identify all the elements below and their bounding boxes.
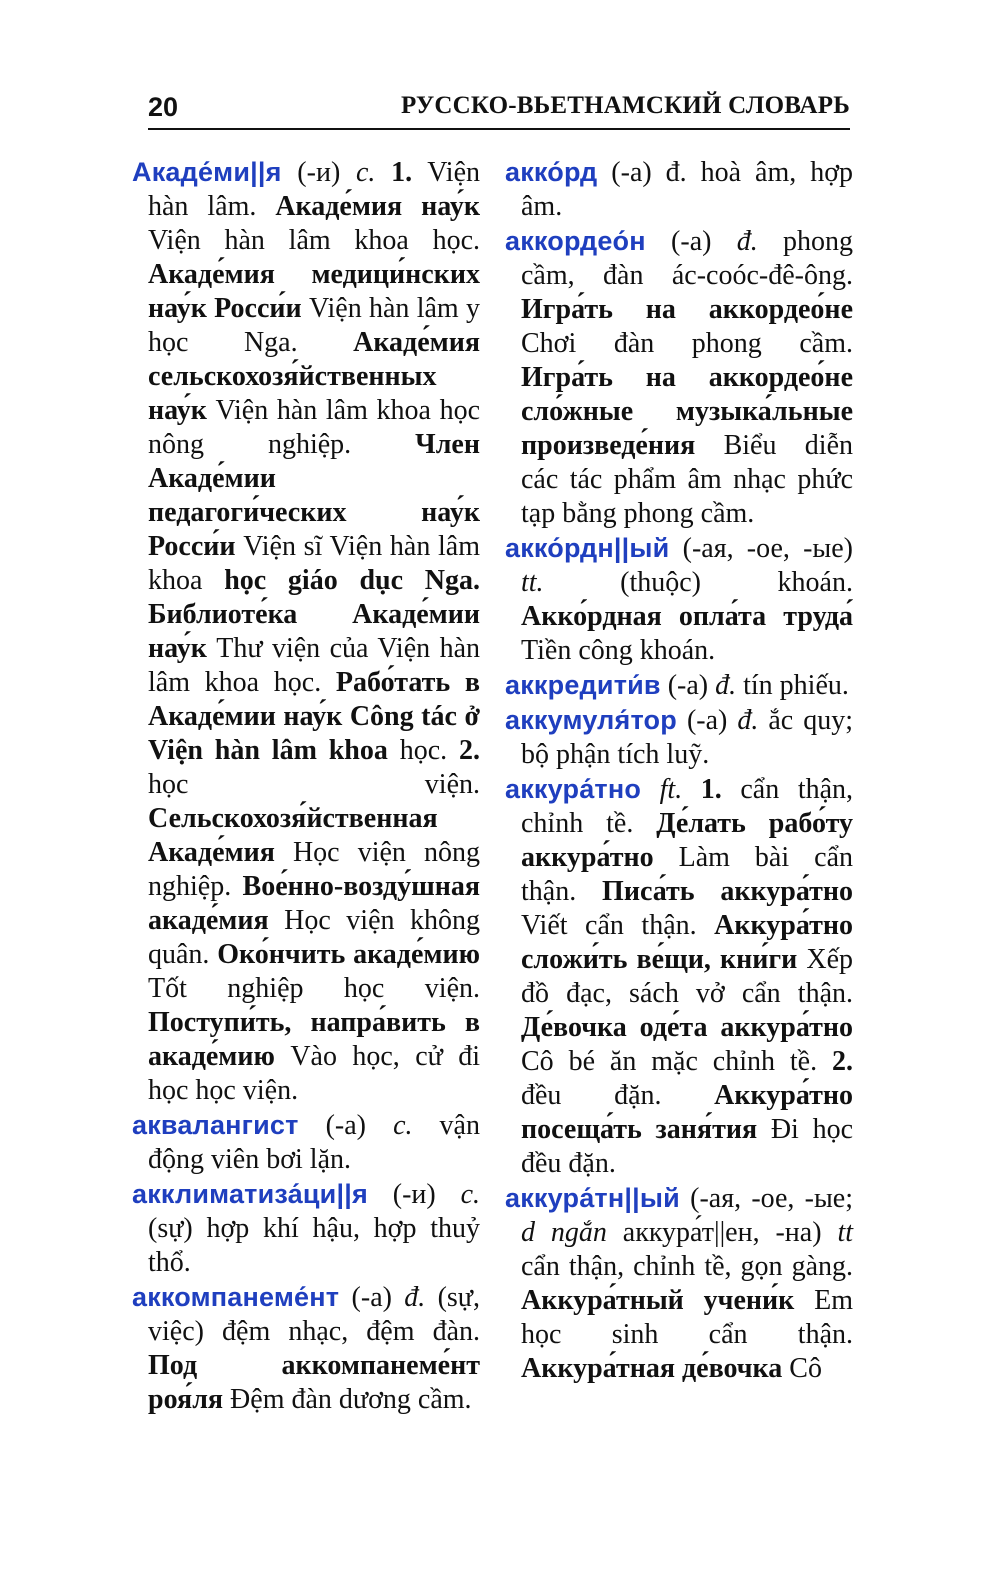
- grammar-label: đ.: [404, 1282, 426, 1313]
- definition-text: Viết cẩn thận.: [521, 910, 715, 941]
- headword: акко́рд: [505, 157, 598, 187]
- headword: аккура́тно: [505, 774, 642, 804]
- definition-text: (-ая, -ое, -ые): [669, 533, 853, 564]
- example-phrase: Игра́ть на аккордео́не сло́жные музыка́льные произведе́ния: [521, 362, 853, 461]
- definition-text: học viện.: [148, 769, 480, 800]
- grammar-label: đ.: [715, 670, 737, 701]
- definition-text: cẩn thận, chỉnh tề.: [521, 774, 854, 839]
- example-phrase: Акаде́мия нау́к: [275, 191, 480, 222]
- definition-text: Cô bé ăn mặc chỉnh tề.: [521, 1046, 832, 1077]
- dictionary-entry: [132, 1177, 480, 1280]
- right-column: [505, 155, 853, 1386]
- definition-text: Chơi đàn phong cầm.: [521, 328, 853, 359]
- sense-number: 2.: [832, 1046, 853, 1077]
- definition-text: (-а): [645, 226, 737, 257]
- example-phrase: Поступи́ть, напра́вить в акаде́мию: [148, 1007, 480, 1072]
- headword: Акаде́ми||я: [132, 157, 282, 187]
- definition-text: (sự) hợp khí hậu, hợp thuỷ thổ.: [148, 1213, 480, 1278]
- left-column: [132, 155, 480, 1417]
- definition-text: Học viện nông nghiệp.: [148, 837, 480, 902]
- definition-text: Học viện không quân.: [148, 905, 480, 970]
- dictionary-entry: [505, 224, 853, 531]
- definition-text: Viện hàn lâm y học Nga.: [148, 293, 480, 358]
- example-phrase: Сельскохозя́йственная Акаде́мия: [148, 803, 438, 868]
- example-phrase: Под аккомпанеме́нт роя́ля: [148, 1350, 480, 1415]
- example-phrase: Акаде́мия сельскохозя́йственных нау́к: [148, 327, 480, 426]
- example-phrase: Игра́ть на аккордео́не: [521, 294, 853, 325]
- grammar-label: đ.: [737, 705, 759, 736]
- example-phrase: Член Акаде́мии педагоги́ческих нау́к Росси́и: [148, 429, 480, 562]
- headword: акко́рдн||ый: [505, 533, 670, 563]
- page-header: [148, 88, 850, 130]
- definition-text: học.: [387, 735, 459, 766]
- definition-text: Vào học, cử đi học học viện.: [148, 1041, 480, 1106]
- example-phrase: Де́вочка оде́та аккура́тно: [521, 1012, 853, 1043]
- example-phrase: Акаде́мия медици́нских нау́к Росси́и: [148, 259, 480, 324]
- grammar-label: c.: [355, 157, 376, 188]
- definition-text: [682, 774, 701, 805]
- definition-text: Viện hàn lâm khoa học nông nghiệp.: [148, 395, 480, 460]
- definition-text: (-и): [367, 1179, 461, 1210]
- dictionary-entry: [132, 1280, 480, 1417]
- definition-text: cẩn thận, chỉnh tề, gọn gàng.: [521, 1251, 853, 1282]
- definition-text: Viện sĩ Viện hàn lâm khoa: [148, 531, 480, 596]
- grammar-label: d ngắn: [521, 1217, 607, 1248]
- example-phrase: Де́лать рабо́ту аккура́тно: [521, 808, 854, 873]
- headword: аккредити́в: [505, 670, 661, 700]
- headword: аккура́тн||ый: [505, 1183, 680, 1213]
- running-title: РУССКО-ВЬЕТНАМСКИЙ СЛОВАРЬ: [400, 92, 850, 119]
- definition-text: tín phiếu.: [736, 670, 849, 701]
- definition-text: (-а): [339, 1282, 405, 1313]
- definition-text: (-а) đ. hoà âm, hợp âm.: [521, 157, 853, 222]
- definition-text: Tiền công khoán.: [521, 635, 716, 666]
- definition-text: (-а): [676, 705, 738, 736]
- headword: аккордео́н: [505, 226, 646, 256]
- dictionary-entry: [132, 155, 480, 1108]
- page-number: 20: [148, 92, 179, 122]
- example-phrase: Око́нчить акаде́мию: [217, 939, 480, 970]
- definition-text: Cô: [782, 1353, 822, 1384]
- example-phrase: học giáo dục Nga. Библиоте́ка Акаде́мии нау́к: [148, 565, 480, 664]
- definition-text: Viện hàn lâm.: [148, 157, 480, 222]
- example-phrase: Акко́рдная опла́та труда́: [521, 601, 853, 632]
- headword: акклиматиза́ци||я: [132, 1179, 368, 1209]
- definition-text: Viện hàn lâm khoa học.: [148, 225, 480, 256]
- definition-text: Em học sinh cẩn thận.: [521, 1285, 853, 1350]
- sense-number: 1.: [700, 774, 722, 805]
- definition-text: аккура́т||ен, -на): [606, 1217, 838, 1248]
- dictionary-entry: [505, 1181, 853, 1386]
- definition-text: Đệm đàn dương cầm.: [223, 1384, 472, 1415]
- definition-text: vận động viên bơi lặn.: [148, 1110, 480, 1175]
- headword: аккомпанеме́нт: [132, 1282, 340, 1312]
- headword: аквалангист: [132, 1110, 299, 1140]
- grammar-label: c.: [460, 1179, 480, 1210]
- definition-text: [641, 774, 660, 805]
- definition-text: (-и): [281, 157, 356, 188]
- example-phrase: Аккура́тно посеща́ть заня́тия: [521, 1080, 853, 1145]
- example-phrase: Рабо́тать в Акаде́мии нау́к Công tác ở Viện hàn lâm khoa: [148, 667, 481, 766]
- definition-text: Đi học đều đặn.: [521, 1114, 853, 1179]
- definition-text: (-а): [660, 670, 716, 701]
- grammar-label: ft.: [659, 774, 683, 805]
- dictionary-entry: [505, 772, 853, 1181]
- dictionary-entry: [505, 703, 853, 772]
- definition-text: (-а): [298, 1110, 394, 1141]
- grammar-label: tt.: [521, 567, 544, 598]
- headword: аккумуля́тор: [505, 705, 677, 735]
- dictionary-entry: [505, 155, 853, 224]
- grammar-label: đ.: [736, 226, 758, 257]
- definition-text: (sự, việc) đệm nhạc, đệm đàn.: [148, 1282, 480, 1347]
- grammar-label: tt: [837, 1217, 853, 1248]
- sense-number: 2.: [459, 735, 480, 766]
- example-phrase: Вое́нно-возду́шная акаде́мия: [148, 871, 480, 936]
- dictionary-entry: [505, 668, 853, 703]
- definition-text: (-ая, -ое, -ые;: [679, 1183, 853, 1214]
- sense-number: 1.: [391, 157, 413, 188]
- example-phrase: Аккура́тная де́вочка: [521, 1353, 783, 1384]
- definition-text: Thư viện của Viện hàn lâm khoa học.: [148, 633, 480, 698]
- grammar-label: c.: [393, 1110, 413, 1141]
- definition-text: Xếp đồ đạc, sách vở cẩn thận.: [521, 944, 853, 1009]
- definition-text: [375, 157, 391, 188]
- definition-text: ắc quy; bộ phận tích luỹ.: [521, 705, 853, 770]
- definition-text: (thuộc) khoán.: [543, 567, 853, 598]
- definition-text: Biểu diễn các tác phẩm âm nhạc phức tạp bằng phong cầm.: [521, 430, 853, 529]
- dictionary-entry: [505, 531, 853, 668]
- example-phrase: Аккура́тный учени́к: [521, 1285, 795, 1316]
- example-phrase: Аккура́тно сложи́ть ве́щи, кни́ги: [521, 910, 853, 975]
- definition-text: Tốt nghiệp học viện.: [148, 973, 480, 1004]
- definition-text: Làm bài cẩn thận.: [521, 842, 853, 907]
- example-phrase: Писа́ть аккура́тно: [602, 876, 853, 907]
- definition-text: phong cầm, đàn ác-coóc-đê-ông.: [521, 226, 853, 291]
- dictionary-entry: [132, 1108, 480, 1177]
- definition-text: đều đặn.: [521, 1080, 715, 1111]
